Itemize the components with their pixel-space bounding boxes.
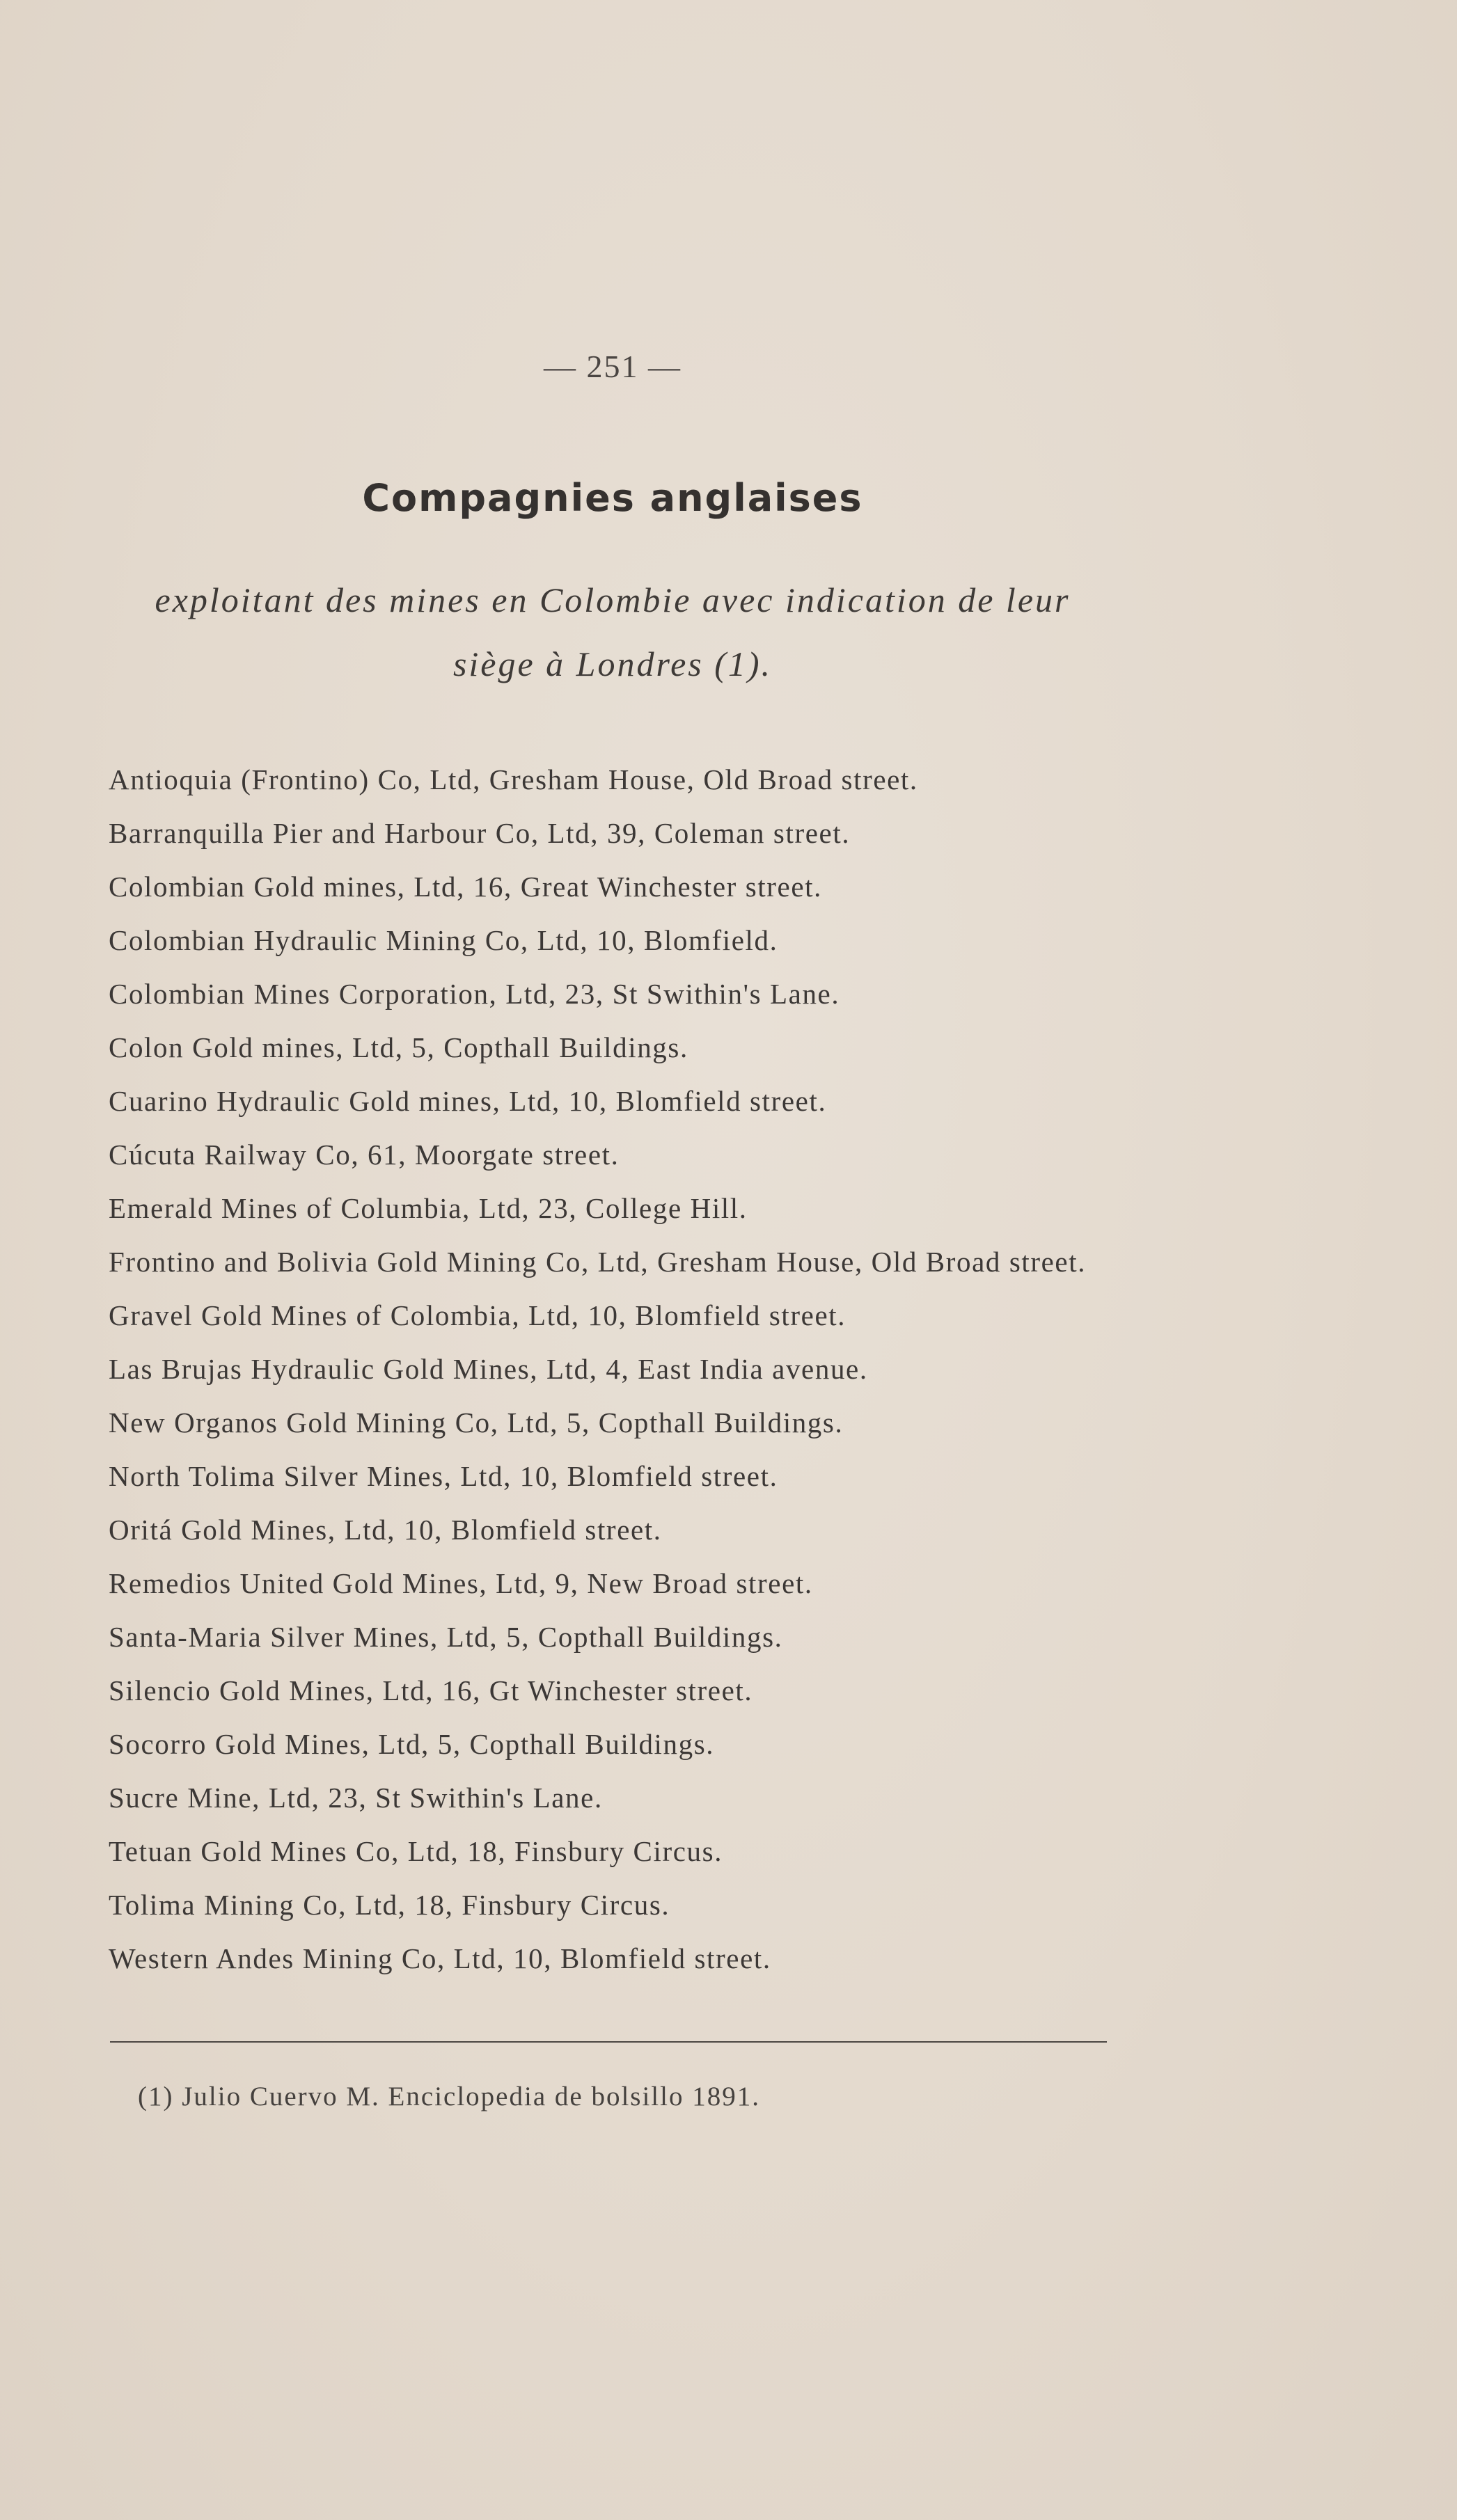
company-entry: Cúcuta Railway Co, 61, Moorgate street. <box>109 1139 620 1171</box>
company-entry: Santa-Maria Silver Mines, Ltd, 5, Copthall Buildings. <box>109 1621 783 1653</box>
company-entry: Sucre Mine, Ltd, 23, St Swithin's Lane. <box>109 1782 603 1814</box>
company-entry: New Organos Gold Mining Co, Ltd, 5, Copthall Buildings. <box>109 1406 844 1439</box>
page-title: Compagnies anglaises <box>362 476 863 520</box>
company-entry: Western Andes Mining Co, Ltd, 10, Blomfield street. <box>109 1942 771 1974</box>
company-entry: Colombian Gold mines, Ltd, 16, Great Winchester street. <box>109 871 822 903</box>
footnote: (1) Julio Cuervo M. Enciclopedia de bolsillo 1891. <box>138 2082 760 2111</box>
company-entry: Remedios United Gold Mines, Ltd, 9, New Broad street. <box>109 1567 813 1599</box>
company-entry: Colon Gold mines, Ltd, 5, Copthall Buildings. <box>109 1031 688 1063</box>
company-entry: Silencio Gold Mines, Ltd, 16, Gt Winchester street. <box>109 1674 753 1706</box>
company-entry: Gravel Gold Mines of Colombia, Ltd, 10, Blomfield street. <box>109 1299 846 1331</box>
company-entry: Emerald Mines of Columbia, Ltd, 23, College Hill. <box>109 1192 748 1224</box>
company-entry: North Tolima Silver Mines, Ltd, 10, Blomfield street. <box>109 1460 778 1492</box>
company-entry: Colombian Hydraulic Mining Co, Ltd, 10, Blomfield. <box>109 924 778 956</box>
company-entry: Frontino and Bolivia Gold Mining Co, Ltd, Gresham House, Old Broad street. <box>109 1246 1087 1278</box>
subtitle-line-2: siège à Londres (1). <box>452 644 773 683</box>
page-number: — 251 — <box>544 349 682 384</box>
company-entry: Barranquilla Pier and Harbour Co, Ltd, 39, Coleman street. <box>109 817 851 849</box>
subtitle-line-1: exploitant des mines en Colombie avec indication de leur <box>155 580 1071 619</box>
company-entry: Tetuan Gold Mines Co, Ltd, 18, Finsbury Circus. <box>109 1835 723 1867</box>
company-entry: Oritá Gold Mines, Ltd, 10, Blomfield street. <box>109 1514 662 1546</box>
company-entry: Tolima Mining Co, Ltd, 18, Finsbury Circus. <box>109 1889 670 1921</box>
company-entry: Antioquia (Frontino) Co, Ltd, Gresham House, Old Broad street. <box>109 763 918 795</box>
footnote-divider <box>110 2041 1107 2043</box>
company-list <box>109 759 1125 1991</box>
company-entry: Socorro Gold Mines, Ltd, 5, Copthall Buildings. <box>109 1728 715 1760</box>
company-entry: Cuarino Hydraulic Gold mines, Ltd, 10, Blomfield street. <box>109 1085 827 1117</box>
company-entry: Las Brujas Hydraulic Gold Mines, Ltd, 4, East India avenue. <box>109 1353 868 1385</box>
company-entry: Colombian Mines Corporation, Ltd, 23, St Swithin's Lane. <box>109 978 840 1010</box>
